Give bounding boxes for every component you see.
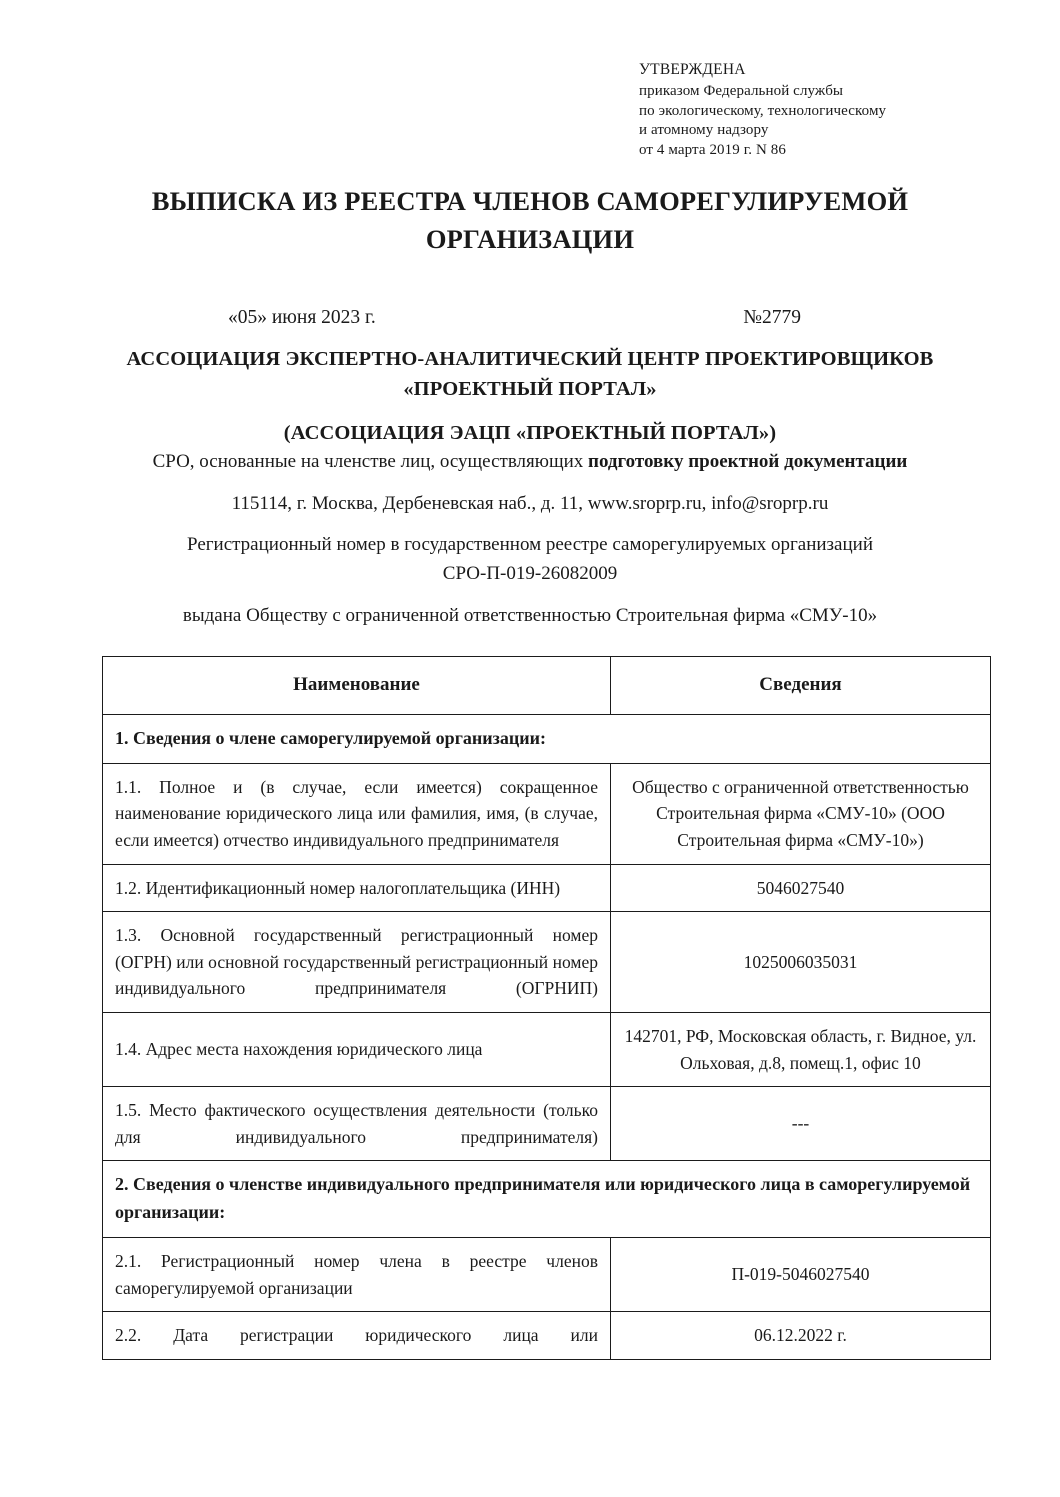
document-number: №2779 [743,307,801,328]
approval-line-3: и атомному надзору [639,122,769,139]
column-header-name: Наименование [103,657,611,715]
organization-address: 115114, г. Москва, Дербеневская наб., д. 11, www.sroprp.ru, info@sroprp.ru [231,492,829,514]
document-date: «05» июня 2023 г. [228,307,376,328]
organization-details [80,450,980,645]
row-value-1-3: 1025006035031 [611,912,991,1013]
sro-basis-activity: подготовку проектной документации [588,451,908,472]
issued-to-line: выдана Обществу с ограниченной ответственностью Строительная фирма «СМУ-10» [182,604,878,626]
row-value-1-2: 5046027540 [611,864,991,912]
sro-basis-line [80,450,980,475]
table-row [103,1238,991,1312]
table-row [103,763,991,864]
row-label-2-2: 2.2. Дата регистрации юридического лица или [103,1312,611,1360]
row-value-1-5: --- [611,1087,991,1161]
row-label-1-4: 1.4. Адрес места нахождения юридического лица [103,1012,611,1086]
table-header-row [103,657,991,715]
approval-line-1: приказом Федеральной службы [639,82,844,99]
sro-basis-prefix: СРО, основанные на членстве лиц, осуществляющих [152,451,589,472]
table-row [103,912,991,1013]
row-value-1-4: 142701, РФ, Московская область, г. Видное, ул. Ольховая, д.8, помещ.1, офис 10 [611,1012,991,1086]
registry-number-value: СРО-П-019-26082009 [442,563,618,585]
approval-header [639,60,999,161]
table-section-header [103,1161,991,1238]
approval-line-2: по экологическому, технологическому [639,102,887,119]
table-row [103,864,991,912]
organization-short-name: (АССОЦИАЦИЯ ЭАЦП «ПРОЕКТНЫЙ ПОРТАЛ») [283,422,777,445]
row-label-1-3: 1.3. Основной государственный регистрационный номер (ОГРН) или основной государственный регистрационный номер индивидуального предпринимателя (ОГРНИП) [103,912,611,1013]
organization-names [80,345,980,445]
row-value-1-1: Общество с ограниченной ответственностью Строительная фирма «СМУ-10» (ООО Строительная фирма «СМУ-10») [611,763,991,864]
table-row [103,1012,991,1086]
row-label-1-1: 1.1. Полное и (в случае, если имеется) сокращенное наименование юридического лица или фамилия, имя, (в случае, если имеется) отчество индивидуального предпринимателя [103,763,611,864]
section-title-2: 2. Сведения о членстве индивидуального предпринимателя или юридического лица в саморегулируемой организации: [103,1161,991,1238]
page-title: ВЫПИСКА ИЗ РЕЕСТРА ЧЛЕНОВ САМОРЕГУЛИРУЕМОЙ ОРГАНИЗАЦИИ [151,186,909,254]
registry-table [102,656,991,1360]
row-label-1-5: 1.5. Место фактического осуществления деятельности (только для индивидуального предпринимателя) [103,1087,611,1161]
approval-line-4: от 4 марта 2019 г. N 86 [639,142,786,159]
organization-full-name: АССОЦИАЦИЯ ЭКСПЕРТНО-АНАЛИТИЧЕСКИЙ ЦЕНТР ПРОЕКТИРОВЩИКОВ «ПРОЕКТНЫЙ ПОРТАЛ» [126,348,934,400]
table-section-header [103,714,991,763]
column-header-value: Сведения [611,657,991,715]
table-row [103,1087,991,1161]
registry-number-label: Регистрационный номер в государственном реестре саморегулируемых организаций [187,534,873,556]
date-number-row [112,307,948,329]
table-row [103,1312,991,1360]
row-value-2-1: П-019-5046027540 [611,1238,991,1312]
section-title-1: 1. Сведения о члене саморегулируемой организации: [103,714,991,763]
row-label-1-2: 1.2. Идентификационный номер налогоплательщика (ИНН) [103,864,611,912]
approval-title: УТВЕРЖДЕНА [639,61,746,78]
row-value-2-2: 06.12.2022 г. [611,1312,991,1360]
row-label-2-1: 2.1. Регистрационный номер члена в реестре членов саморегулируемой организации [103,1238,611,1312]
